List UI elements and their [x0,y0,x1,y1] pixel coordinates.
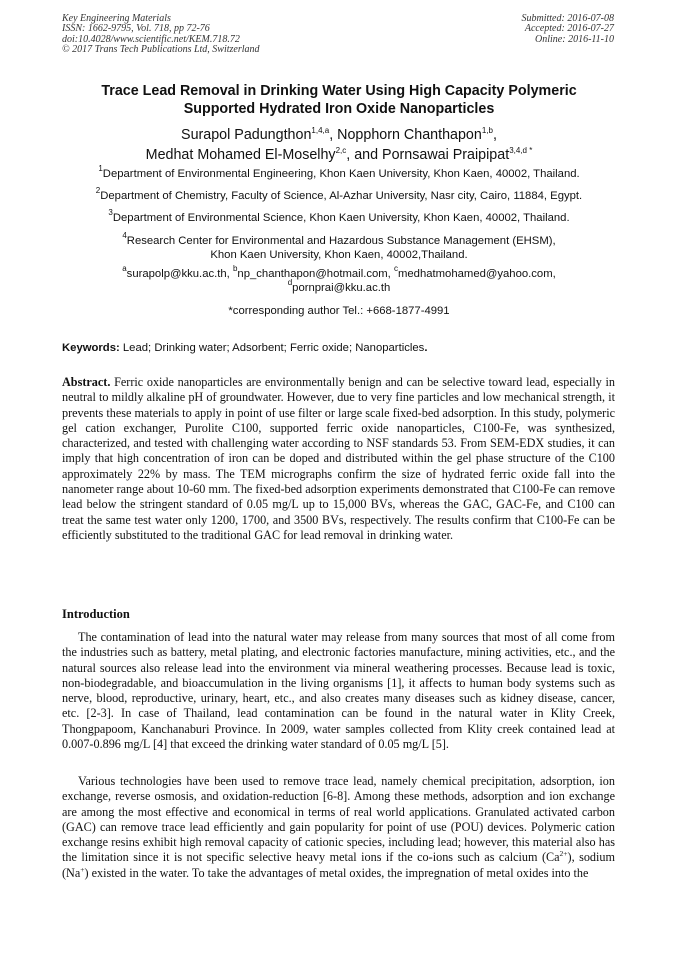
email-link[interactable]: np_chanthapon@hotmail.com, [237,268,394,280]
author-name: Surapol Padungthon [181,127,312,143]
affiliation-2: $^2$Department of Chemistry, Faculty of Science, Al-Azhar University, Nasr city, Cairo, 11884, Egypt. [95,186,583,202]
affiliation-4: $^4$Research Center for Environmental and Hazardous Substance Management (EHSM), Khon Kaen University, Khon Kaen, 40002,Thailand. [122,231,556,261]
corresponding-author: *corresponding author Tel.: +668-1877-4991 [228,305,450,317]
author-affil-marker: 1,4,a [311,126,330,135]
paper-title [40,82,638,118]
author-name: Nopphorn Chanthapon [337,127,482,143]
section-heading-introduction: Introduction [62,607,130,621]
author-list [40,125,638,165]
keywords-label: Keywords: [62,342,120,354]
intro-paragraph-1: The contamination of lead into the natural water may release from many sources that most of all come from the industries such as battery, metal plating, and electronic factories manufacture, mining activities, etc., and the natural sources also release lead into the environment via mineral weathering processes. Because lead is toxic, non-biodegradable, and bioaccumulation in the living organisms [1], it affects to human body systems such as nerve, blood, reproductive, urinary, heart, etc., and also creates many diseases such as kidney disease, cancer, etc. [2-3]. In case of Thailand, lead contamination can be found in the natural water in Klity Creek, Thongpapoom, Kanchanaburi Province. In 2009, water samples collected from Klity creek contained lead at 0.007-0.896 mg/L [4] that exceed the drinking water standard of 0.05 mg/L [5]. [62,630,615,752]
email-link[interactable]: surapolp@kku.ac.th, [126,268,233,280]
author-line-2 [40,145,638,165]
author-line-1 [40,125,638,145]
author-name: Medhat Mohamed El-Moselhy [145,147,336,163]
online-date: Online: 2016-11-10 [535,33,614,45]
keywords-text: Lead; Drinking water; Adsorbent; Ferric oxide; Nanoparticles [119,342,425,354]
affiliation-3: $^3$Department of Environmental Science, Khon Kaen University, Khon Kaen, 40002, Thailand. [108,208,570,224]
author-separator: , [492,127,497,143]
title-line-1: Trace Lead Removal in Drinking Water Using High Capacity Polymeric [101,83,577,99]
title-line-2: Supported Hydrated Iron Oxide Nanoparticles [183,101,495,117]
email-link[interactable]: pornprai@kku.ac.th [292,281,391,294]
author-emails: $^a$surapolp@kku.ac.th, $^b$np_chanthapon@hotmail.com, $^c$medhatmohamed@yahoo.com, $^d$pornprai@kku.ac.th [122,264,556,294]
author-separator: , and [346,147,383,163]
keywords: Keywords: Lead; Drinking water; Adsorbent; Ferric oxide; Nanoparticles. [62,342,428,354]
author-affil-marker: 1,b [481,126,493,135]
submitted-date: Submitted: 2016-07-08 [521,13,614,24]
author-affil-marker: 3,4,d * [509,146,533,155]
journal-copyright: © 2017 Trans Tech Publications Ltd, Switzerland [62,44,260,56]
accepted-date: Accepted: 2016-07-27 [524,23,614,35]
journal-info [62,14,260,56]
journal-issn: ISSN: 1662-9795, Vol. 718, pp 72-76 [62,23,210,35]
email-link[interactable]: medhatmohamed@yahoo.com, [397,268,556,280]
abstract-text: Ferric oxide nanoparticles are environmentally benign and can be selective toward lead, especially in neutral to mildly alkaline pH of groundwater. However, due to very fine particles and low mechanical strength, it prevents these materials to apply in point of use filter or large scale fixed-bed adsorption. In this study, polymeric gel cation exchanger, Purolite C100, supported ferric oxide nanoparticles, C100-Fe, was synthesized, characterized, and tested with challenging water according to NSF standards 53. From SEM-EDX studies, it can imply that high concentration of iron can be doped and distributed within the gel phase structure of the C100 approximately 22% by mass. The TEM micrographs confirm the size of hydrated ferric oxide fall into the nanometer range about 10-60 mm. The fixed-bed adsorption experiments demonstrated that C100-Fe can remove lead below the stringent standard of 0.05 mg/L up to 15,000 BVs, whereas the GAC, GAC-Fe, and C100 can treat the same test water only 1200, 1700, and 3500 BVs, respectively. The results confirm that C100-Fe can be efficiently substituted to the traditional GAC for lead removal in drinking water. [62,375,615,542]
journal-doi: doi:10.4028/www.scientific.net/KEM.718.72 [62,33,240,45]
abstract-label: Abstract. [62,375,111,389]
journal-name: Key Engineering Materials [62,13,171,24]
author-affil-marker: 2,c [335,146,347,155]
abstract [62,375,615,543]
affiliation-1: $^1$Department of Environmental Engineering, Khon Kaen University, Khon Kaen, 40002, Thailand. [98,164,580,180]
submission-dates [522,14,615,45]
intro-paragraph-2: Various technologies have been used to remove trace lead, namely chemical precipitation, adsorption, ion exchange, reverse osmosis, and oxidation-reduction [6-8]. Among these methods, adsorption and ion exchange are among the most effective and economical in terms of real world applications. Granulated activated carbon (GAC) can remove trace lead efficiently and gain popularity for point of use (POU) devices. Polymeric cation exchange resins exhibit high removal capacity of cationic species, including lead; however, this material also has the limitation since it is not specific selective heavy metal ions if the co-ions such as calcium $(Ca^{2+})$, sodium (Na+) existed in the water. To take the advantages of metal oxides, the impregnation of metal oxides into the [62,774,615,880]
author-separator: , [329,127,338,143]
author-name: Pornsawai Praipipat [382,147,510,163]
